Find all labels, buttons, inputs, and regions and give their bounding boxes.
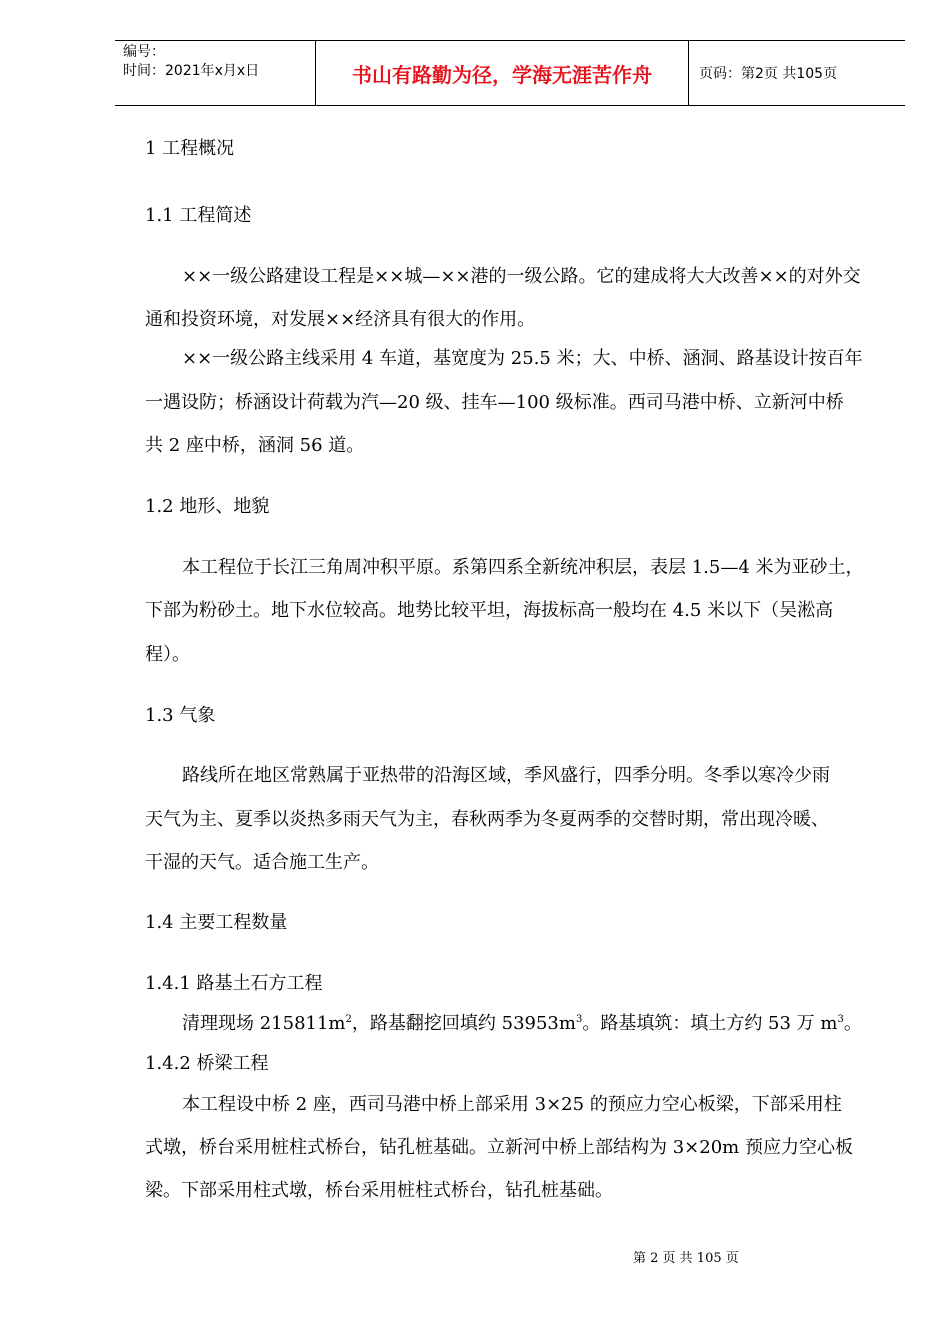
- time-label: 时间：2021年x月x日: [123, 63, 260, 79]
- paragraph-line: 通和投资环境，对发展××经济具有很大的作用。: [145, 309, 536, 330]
- section-title: 1.2 地形、地貌: [145, 496, 270, 517]
- section-title: 1 工程概况: [145, 138, 235, 159]
- page-header: [115, 40, 905, 106]
- paragraph-line: 干湿的天气。适合施工生产。: [145, 852, 379, 873]
- paragraph-line: 本工程位于长江三角周冲积平原。系第四系全新统冲积层，表层 1.5—4 米为亚砂土，: [182, 557, 864, 578]
- number-label: 编号：: [123, 44, 165, 60]
- section-title: 1.3 气象: [145, 705, 216, 726]
- paragraph-line: 路线所在地区常熟属于亚热带的沿海区域，季风盛行，四季分明。冬季以寒冷少雨: [182, 765, 830, 786]
- text-fragment: 清理现场 215811m: [182, 1013, 346, 1034]
- paragraph-line: [182, 1013, 862, 1035]
- subsection-title: 1.4.2 桥梁工程: [145, 1053, 269, 1074]
- paragraph-line: 本工程设中桥 2 座，西司马港中桥上部采用 3×25 的预应力空心板梁，下部采用柱: [182, 1094, 842, 1115]
- section-title: 1.1 工程简述: [145, 205, 252, 226]
- paragraph-line: 天气为主、夏季以炎热多雨天气为主，春秋两季为冬夏两季的交替时期，常出现冷暖、: [145, 809, 829, 830]
- paragraph-line: ××一级公路主线采用 4 车道，基宽度为 25.5 米；大、中桥、涵洞、路基设计按百年: [182, 348, 863, 369]
- header-page-info: 页码：第2页 共105页: [699, 66, 838, 82]
- superscript: 2: [345, 1014, 352, 1025]
- header-motto: 书山有路勤为径，学海无涯苦作舟: [352, 62, 652, 87]
- paragraph-line: 程）。: [145, 644, 190, 665]
- text-fragment: 。路基填筑：填土方约 53 万 m: [582, 1013, 838, 1034]
- paragraph-line: 梁。下部采用柱式墩，桥台采用桩柱式桥台，钻孔桩基础。: [145, 1180, 613, 1201]
- text-fragment: 。: [843, 1013, 862, 1034]
- paragraph-line: ××一级公路建设工程是××城—××港的一级公路。它的建成将大大改善××的对外交: [182, 266, 861, 287]
- header-meta: [115, 41, 315, 105]
- paragraph-line: 下部为粉砂土。地下水位较高。地势比较平坦，海拔标高一般均在 4.5 米以下（吴淞高: [145, 600, 834, 621]
- section-title: 1.4 主要工程数量: [145, 912, 288, 933]
- paragraph-line: 式墩，桥台采用桩柱式桥台，钻孔桩基础。立新河中桥上部结构为 3×20m 预应力空心板: [145, 1137, 853, 1158]
- text-fragment: ，路基翻挖回填约 53953m: [351, 1013, 576, 1034]
- paragraph-line: 一遇设防；桥涵设计荷载为汽—20 级、挂车—100 级标准。西司马港中桥、立新河中桥: [145, 392, 844, 413]
- paragraph-line: 共 2 座中桥，涵洞 56 道。: [145, 435, 365, 456]
- superscript: 3: [837, 1014, 844, 1025]
- page-footer: 第 2 页 共 105 页: [633, 1251, 739, 1266]
- subsection-title: 1.4.1 路基土石方工程: [145, 973, 323, 994]
- superscript: 3: [575, 1014, 583, 1025]
